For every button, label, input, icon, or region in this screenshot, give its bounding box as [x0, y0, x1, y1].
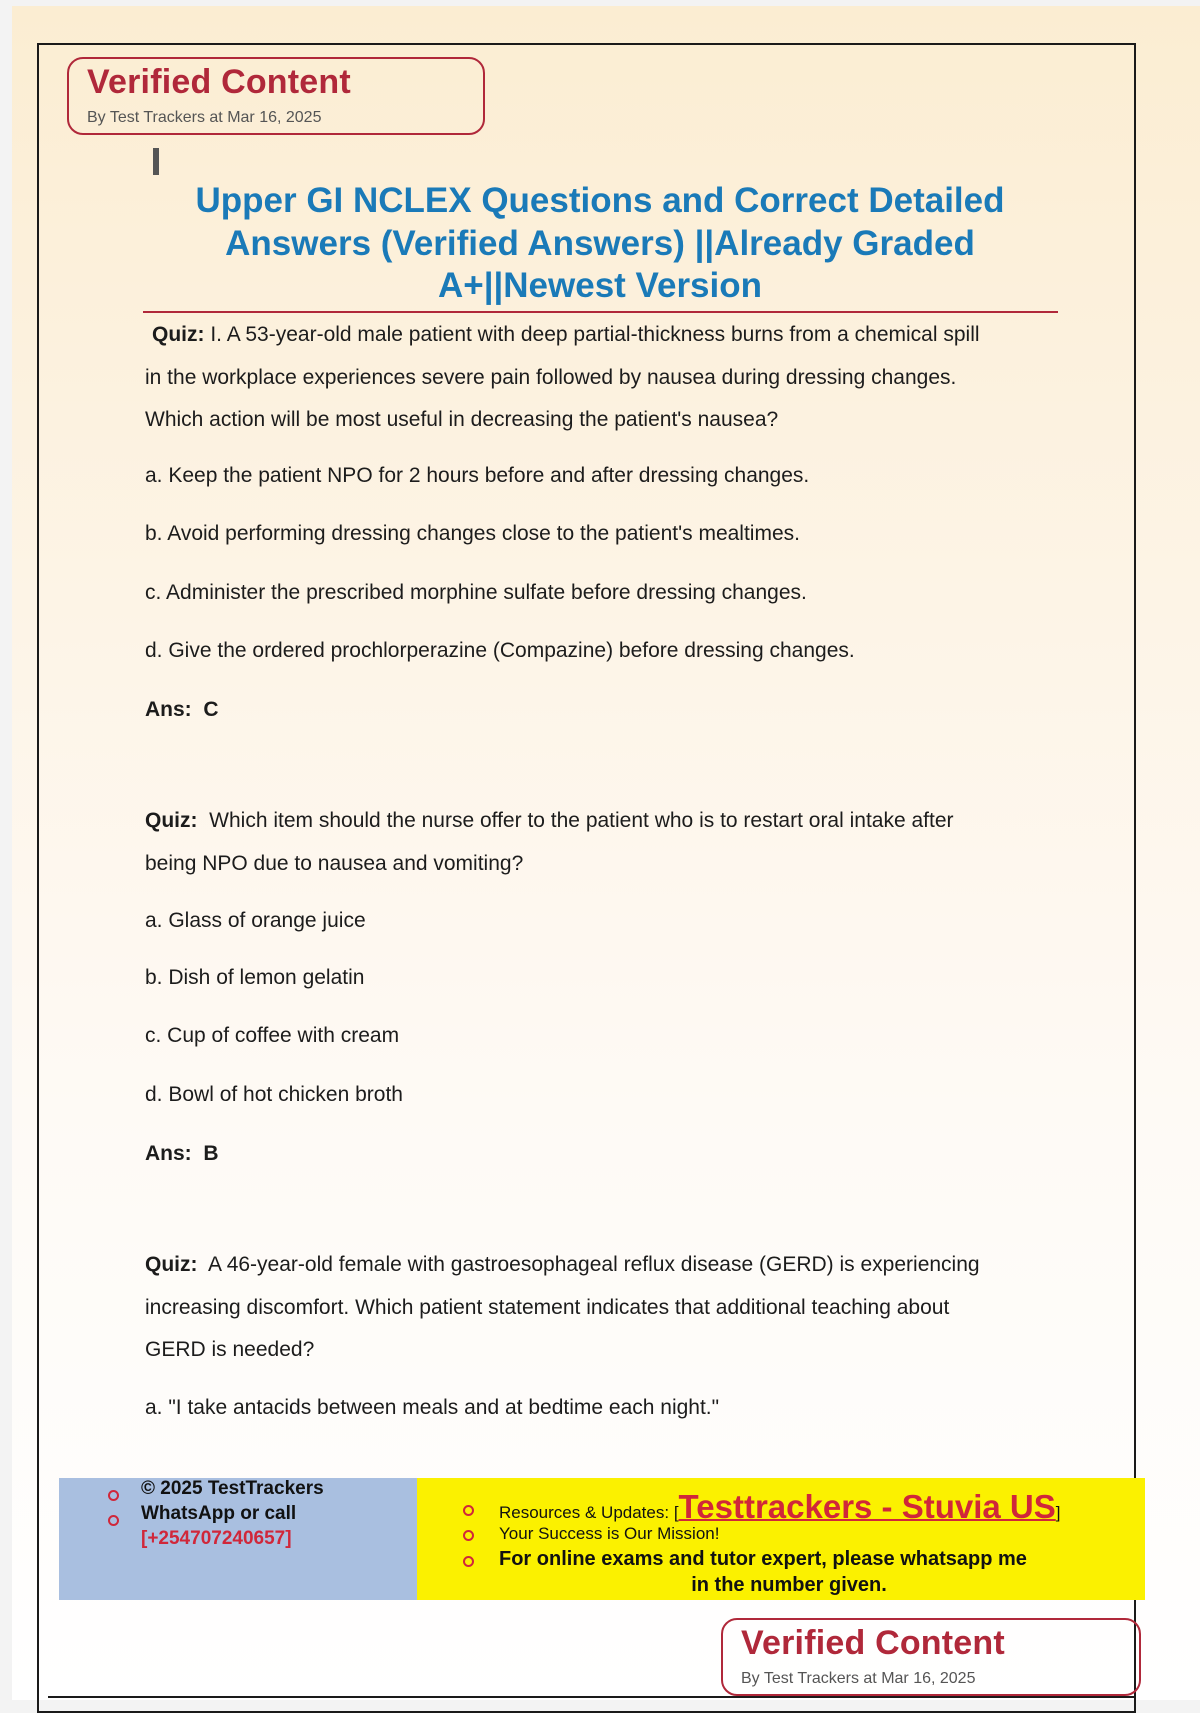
correct-answer: [145, 698, 219, 722]
bullet-icon: [463, 1530, 474, 1541]
question-text: being NPO due to nausea and vomiting?: [145, 852, 524, 875]
ans-label: Ans:: [145, 698, 192, 721]
page-bottom-border: [48, 1696, 1136, 1698]
answer-value: B: [203, 1142, 219, 1165]
correct-answer: [145, 1142, 219, 1166]
phone-number[interactable]: +254707240657: [147, 1528, 286, 1549]
stamp-title: Verified Content: [741, 1624, 1005, 1662]
footer-whatsapp-label: WhatsApp or call: [141, 1503, 297, 1524]
answer-option: c. Cup of coffee with cream: [145, 1024, 400, 1047]
title-line: A+||Newest Version: [437, 266, 763, 305]
quiz-question: [152, 323, 980, 347]
resources-label: Resources & Updates:: [499, 1503, 670, 1522]
quiz-label: Quiz:: [145, 1253, 198, 1276]
title-line: Upper GI NCLEX Questions and Correct Detailed: [195, 181, 1005, 220]
answer-option: a. "I take antacids between meals and at bedtime each night.": [145, 1396, 720, 1419]
footer-online-line2: in the number given.: [691, 1574, 887, 1596]
title-line: Answers (Verified Answers) ||Already Graded: [225, 223, 975, 263]
question-text: I. A 53-year-old male patient with deep partial-thickness burns from a chemical spill: [210, 323, 980, 346]
answer-option: d. Give the ordered prochlorperazine (Compazine) before dressing changes.: [145, 639, 855, 662]
footer-resources-panel: [417, 1478, 1145, 1600]
question-text: increasing discomfort. Which patient statement indicates that additional teaching about: [145, 1296, 950, 1319]
bullet-icon: [463, 1505, 474, 1516]
quiz-label: Quiz:: [152, 323, 205, 346]
answer-option: b. Dish of lemon gelatin: [145, 966, 365, 989]
text-cursor-icon: [153, 148, 159, 175]
title-divider: [143, 311, 1058, 313]
answer-option: d. Bowl of hot chicken broth: [145, 1083, 403, 1106]
question-text: in the workplace experiences severe pain followed by nausea during dressing changes.: [145, 366, 957, 389]
answer-option: a. Keep the patient NPO for 2 hours before and after dressing changes.: [145, 464, 810, 487]
quiz-label: Quiz:: [145, 809, 198, 832]
answer-option: b. Avoid performing dressing changes close to the patient's mealtimes.: [145, 522, 800, 545]
footer-resources: Resources & Updates: [Testtrackers - Stuvia US]: [499, 1488, 1061, 1525]
answer-value: C: [203, 698, 219, 721]
stamp-subtitle: By Test Trackers at Mar 16, 2025: [87, 109, 322, 126]
bullet-icon: [108, 1515, 119, 1526]
footer-contact-panel: [59, 1478, 417, 1600]
bullet-icon: [463, 1556, 474, 1567]
stamp-subtitle: By Test Trackers at Mar 16, 2025: [741, 1670, 976, 1687]
quiz-question: [145, 809, 954, 833]
quiz-question: [145, 1253, 980, 1277]
document-title: [140, 180, 1060, 308]
answer-option: a. Glass of orange juice: [145, 909, 366, 932]
verified-stamp-top: [67, 57, 485, 135]
footer-phone[interactable]: [+254707240657]: [141, 1528, 292, 1549]
stuvia-link[interactable]: Testtrackers - Stuvia US: [678, 1488, 1056, 1525]
verified-stamp-bottom: [721, 1618, 1141, 1696]
question-text: Which action will be most useful in decreasing the patient's nausea?: [145, 408, 779, 431]
question-text: GERD is needed?: [145, 1338, 315, 1361]
question-text: Which item should the nurse offer to the patient who is to restart oral intake after: [209, 809, 954, 832]
bullet-icon: [108, 1490, 119, 1501]
answer-option: c. Administer the prescribed morphine sulfate before dressing changes.: [145, 581, 807, 604]
footer-copyright: © 2025 TestTrackers: [141, 1478, 324, 1499]
question-text: A 46-year-old female with gastroesophageal reflux disease (GERD) is experiencing: [208, 1253, 980, 1276]
footer-mission: Your Success is Our Mission!: [499, 1524, 720, 1543]
stamp-title: Verified Content: [87, 63, 351, 101]
ans-label: Ans:: [145, 1142, 192, 1165]
footer-online-line1: For online exams and tutor expert, please whatsapp me: [499, 1548, 1027, 1570]
